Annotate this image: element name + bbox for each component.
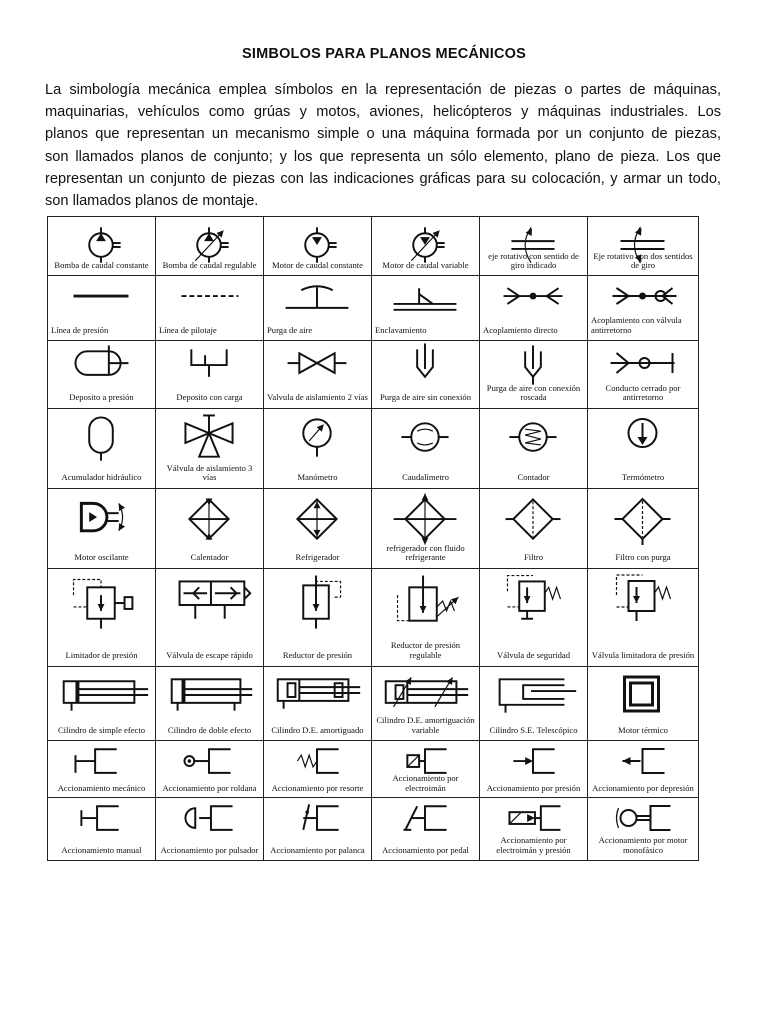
symbol-label: refrigerador con fluido refrigerante — [386, 542, 465, 563]
intro-line: La simbología mecánica emplea símbolos en la representación de piezas o partes de máquinas, — [45, 82, 721, 98]
symbol-cell — [48, 798, 156, 861]
symbol-cell — [372, 667, 480, 741]
symbol-label: Accionamiento por motor monofásico — [598, 835, 688, 855]
symbol-cell — [264, 798, 372, 861]
symbol-label: Eje rotativo con dos sentidos de giro — [593, 250, 693, 271]
heat-engine-icon — [588, 669, 697, 721]
telescopic-cylinder-icon — [480, 669, 586, 721]
symbol-label: Filtro — [523, 552, 544, 563]
symbol-label: Accionamiento por palanca — [270, 844, 365, 855]
symbol-row — [48, 741, 699, 798]
symbol-cell — [156, 741, 264, 798]
symbol-label: Cilindro D.E. amortiguación variable — [376, 714, 475, 735]
symbol-label: Bomba de caudal regulable — [162, 260, 257, 271]
symbol-cell — [264, 488, 372, 568]
symbol-cell — [156, 276, 264, 341]
symbol-row — [48, 798, 699, 861]
symbol-label: Accionamiento por resorte — [271, 782, 364, 793]
symbol-cell — [480, 340, 588, 408]
symbol-cell — [480, 217, 588, 276]
symbol-cell — [264, 408, 372, 488]
pressure-reducer-icon — [264, 571, 370, 639]
symbol-label: Termómetro — [621, 472, 665, 483]
manometer-icon — [264, 411, 370, 469]
pressure-actuation-icon — [480, 743, 586, 785]
symbol-cell — [480, 408, 588, 488]
symbol-label: Filtro con purga — [615, 552, 671, 563]
oscillating-motor-icon — [48, 491, 154, 553]
symbol-label: Cilindro de simple efecto — [57, 724, 146, 735]
pilot-line-icon — [156, 278, 262, 322]
symbol-label: Cilindro de doble efecto — [167, 724, 252, 735]
pressure-tank-icon — [48, 343, 154, 393]
intro-line: son llamados planos de montaje. — [45, 193, 259, 210]
intro-line: maquinarias, vehículos como grúas y motos, aviones, helicópteros y máquinas industriales. Los — [45, 104, 721, 121]
symbol-cell — [588, 667, 699, 741]
counter-icon — [480, 411, 586, 469]
symbol-cell — [480, 798, 588, 861]
symbol-cell — [48, 276, 156, 341]
symbol-cell — [480, 667, 588, 741]
flowmeter-icon — [372, 411, 478, 469]
symbol-label: Accionamiento mecánico — [57, 782, 146, 793]
quick-exhaust-valve-icon — [156, 571, 262, 639]
symbol-cell — [264, 667, 372, 741]
symbol-label: Válvula limitadora de presión — [591, 649, 695, 660]
symbol-cell — [480, 488, 588, 568]
symbol-table — [47, 216, 700, 861]
symbol-label: Reductor de presión — [282, 649, 353, 660]
symbol-cell — [588, 408, 699, 488]
symbol-label: Cilindro S.E. Telescópico — [489, 724, 578, 735]
adjustable-pressure-reducer-icon — [372, 571, 478, 639]
symbol-label: Conducto cerrado por antirretorno — [605, 382, 681, 403]
symbol-label: Accionamiento por presión — [486, 782, 581, 793]
filter-drain-icon — [588, 491, 697, 553]
symbol-cell — [48, 569, 156, 667]
symbol-label: eje rotativo con sentido de giro indicado — [488, 250, 579, 271]
symbol-label: Motor de caudal variable — [382, 260, 469, 271]
symbol-cell — [588, 340, 699, 408]
symbol-cell — [372, 569, 480, 667]
symbol-cell — [588, 276, 699, 341]
cushioned-cylinder-icon — [264, 669, 370, 721]
symbol-cell — [588, 569, 699, 667]
symbol-label: Motor térmico — [618, 724, 668, 735]
symbol-label: Válvula de aislamiento 3 vías — [166, 462, 253, 483]
symbol-label: Accionamiento por roldana — [162, 782, 257, 793]
symbol-label: Línea de pilotaje — [159, 324, 217, 335]
variable-cushion-cylinder-icon — [372, 669, 478, 721]
symbol-label: Válvula de seguridad — [496, 649, 571, 660]
filter-icon — [480, 491, 586, 553]
symbol-label: Válvula de escape rápido — [166, 649, 253, 660]
intro-line: son llamados planos de conjunto; y los que representa un sólo elemento, plano de pieza. Los que — [45, 148, 721, 165]
symbol-row — [48, 488, 699, 568]
symbol-cell — [264, 217, 372, 276]
symbol-cell — [156, 408, 264, 488]
single-acting-cylinder-icon — [48, 669, 154, 721]
pressure-relief-valve-icon — [588, 571, 697, 639]
spring-actuation-icon — [264, 743, 370, 785]
symbol-cell — [480, 276, 588, 341]
symbol-label: Accionamiento por pulsador — [160, 844, 259, 855]
pressure-line-icon — [48, 278, 154, 322]
symbol-label: Reductor de presión regulable — [390, 640, 461, 660]
symbol-label: Motor oscilante — [74, 552, 129, 563]
symbol-cell — [264, 741, 372, 798]
symbol-cell — [372, 741, 480, 798]
symbol-cell — [48, 340, 156, 408]
symbol-cell — [588, 217, 699, 276]
symbol-cell — [48, 741, 156, 798]
symbol-label: Deposito a presión — [69, 392, 134, 403]
symbol-label: Purga de aire — [267, 324, 313, 335]
symbol-cell — [156, 488, 264, 568]
cooler-icon — [264, 491, 370, 553]
symbol-label: Purga de aire con conexión roscada — [486, 382, 581, 403]
symbol-label: Deposito con carga — [176, 392, 243, 403]
symbol-cell — [48, 217, 156, 276]
symbol-cell — [372, 798, 480, 861]
intro-line: representan un conjunto de piezas con las indicaciones gráficas para su colocación, y armar un todo, — [45, 170, 721, 187]
two-way-valve-icon — [264, 343, 370, 393]
symbol-cell — [264, 276, 372, 341]
symbol-cell — [264, 340, 372, 408]
symbol-label: Contador — [517, 472, 550, 483]
symbol-label: Caudalímetro — [402, 472, 449, 483]
symbol-label: Acumulador hidráulico — [61, 472, 142, 483]
symbol-cell — [588, 488, 699, 568]
symbol-row — [48, 408, 699, 488]
symbol-label: Accionamiento por electroimán y presión — [496, 835, 571, 855]
symbol-label: Accionamiento manual — [61, 844, 142, 855]
symbol-cell — [156, 798, 264, 861]
symbol-cell — [48, 488, 156, 568]
accumulator-icon — [48, 411, 154, 469]
intro-paragraph — [45, 79, 721, 212]
symbol-label: Acoplamiento con válvula antirretorno — [591, 315, 682, 335]
intro-line: planos que representan un mecanismo simple o una máquina formada por un conjunto de piezas, — [45, 126, 721, 143]
symbol-cell — [48, 408, 156, 488]
symbol-row — [48, 667, 699, 741]
symbol-cell — [372, 276, 480, 341]
symbol-cell — [48, 667, 156, 741]
symbol-cell — [156, 667, 264, 741]
manual-actuation-icon — [48, 800, 154, 842]
symbol-cell — [156, 340, 264, 408]
page-title: SIMBOLOS PARA PLANOS MECÁNICOS — [242, 46, 526, 62]
symbol-label: Limitador de presión — [65, 649, 138, 660]
double-acting-cylinder-icon — [156, 669, 262, 721]
air-bleed-icon — [264, 278, 370, 322]
mechanical-actuation-icon — [48, 743, 154, 785]
symbol-label: Enclavamiento — [375, 324, 427, 335]
symbol-cell — [372, 340, 480, 408]
symbol-cell — [372, 488, 480, 568]
air-bleed-unconnected-icon — [372, 343, 478, 393]
symbol-row — [48, 340, 699, 408]
symbol-label: Manómetro — [297, 472, 338, 483]
symbol-label: Refrigerador — [295, 552, 340, 563]
symbol-label: Cilindro D.E. amortiguado — [271, 724, 364, 735]
pressure-limiter-icon — [48, 571, 154, 639]
symbol-label: Valvula de aislamiento 2 vías — [267, 392, 368, 403]
vacuum-actuation-icon — [588, 743, 697, 785]
pedal-actuation-icon — [372, 800, 478, 842]
symbol-label: Calentador — [190, 552, 229, 563]
symbol-cell — [480, 741, 588, 798]
thermometer-icon — [588, 411, 697, 469]
pushbutton-actuation-icon — [156, 800, 262, 842]
symbol-cell — [588, 798, 699, 861]
symbol-label: Línea de presión — [51, 324, 109, 335]
symbol-cell — [156, 217, 264, 276]
interlock-icon — [372, 278, 478, 322]
symbol-row — [48, 569, 699, 667]
symbol-label: Accionamiento por pedal — [382, 844, 469, 855]
symbol-row — [48, 276, 699, 341]
loaded-tank-icon — [156, 343, 262, 393]
symbol-label: Acoplamiento directo — [483, 324, 558, 335]
heater-icon — [156, 491, 262, 553]
three-way-valve-icon — [156, 411, 262, 469]
direct-coupling-icon — [480, 278, 586, 322]
lever-actuation-icon — [264, 800, 370, 842]
symbol-label: Bomba de caudal constante — [54, 260, 149, 271]
symbol-cell — [372, 217, 480, 276]
symbol-cell — [156, 569, 264, 667]
symbol-row — [48, 217, 699, 276]
symbol-label: Accionamiento por depresión — [592, 782, 694, 793]
symbol-cell — [372, 408, 480, 488]
symbol-label: Motor de caudal constante — [272, 260, 363, 271]
symbol-cell — [264, 569, 372, 667]
symbol-label: Accionamiento por electroimán — [392, 772, 459, 793]
roller-actuation-icon — [156, 743, 262, 785]
symbol-label: Purga de aire sin conexión — [379, 392, 471, 403]
symbol-cell — [588, 741, 699, 798]
symbol-cell — [480, 569, 588, 667]
safety-valve-icon — [480, 571, 586, 639]
